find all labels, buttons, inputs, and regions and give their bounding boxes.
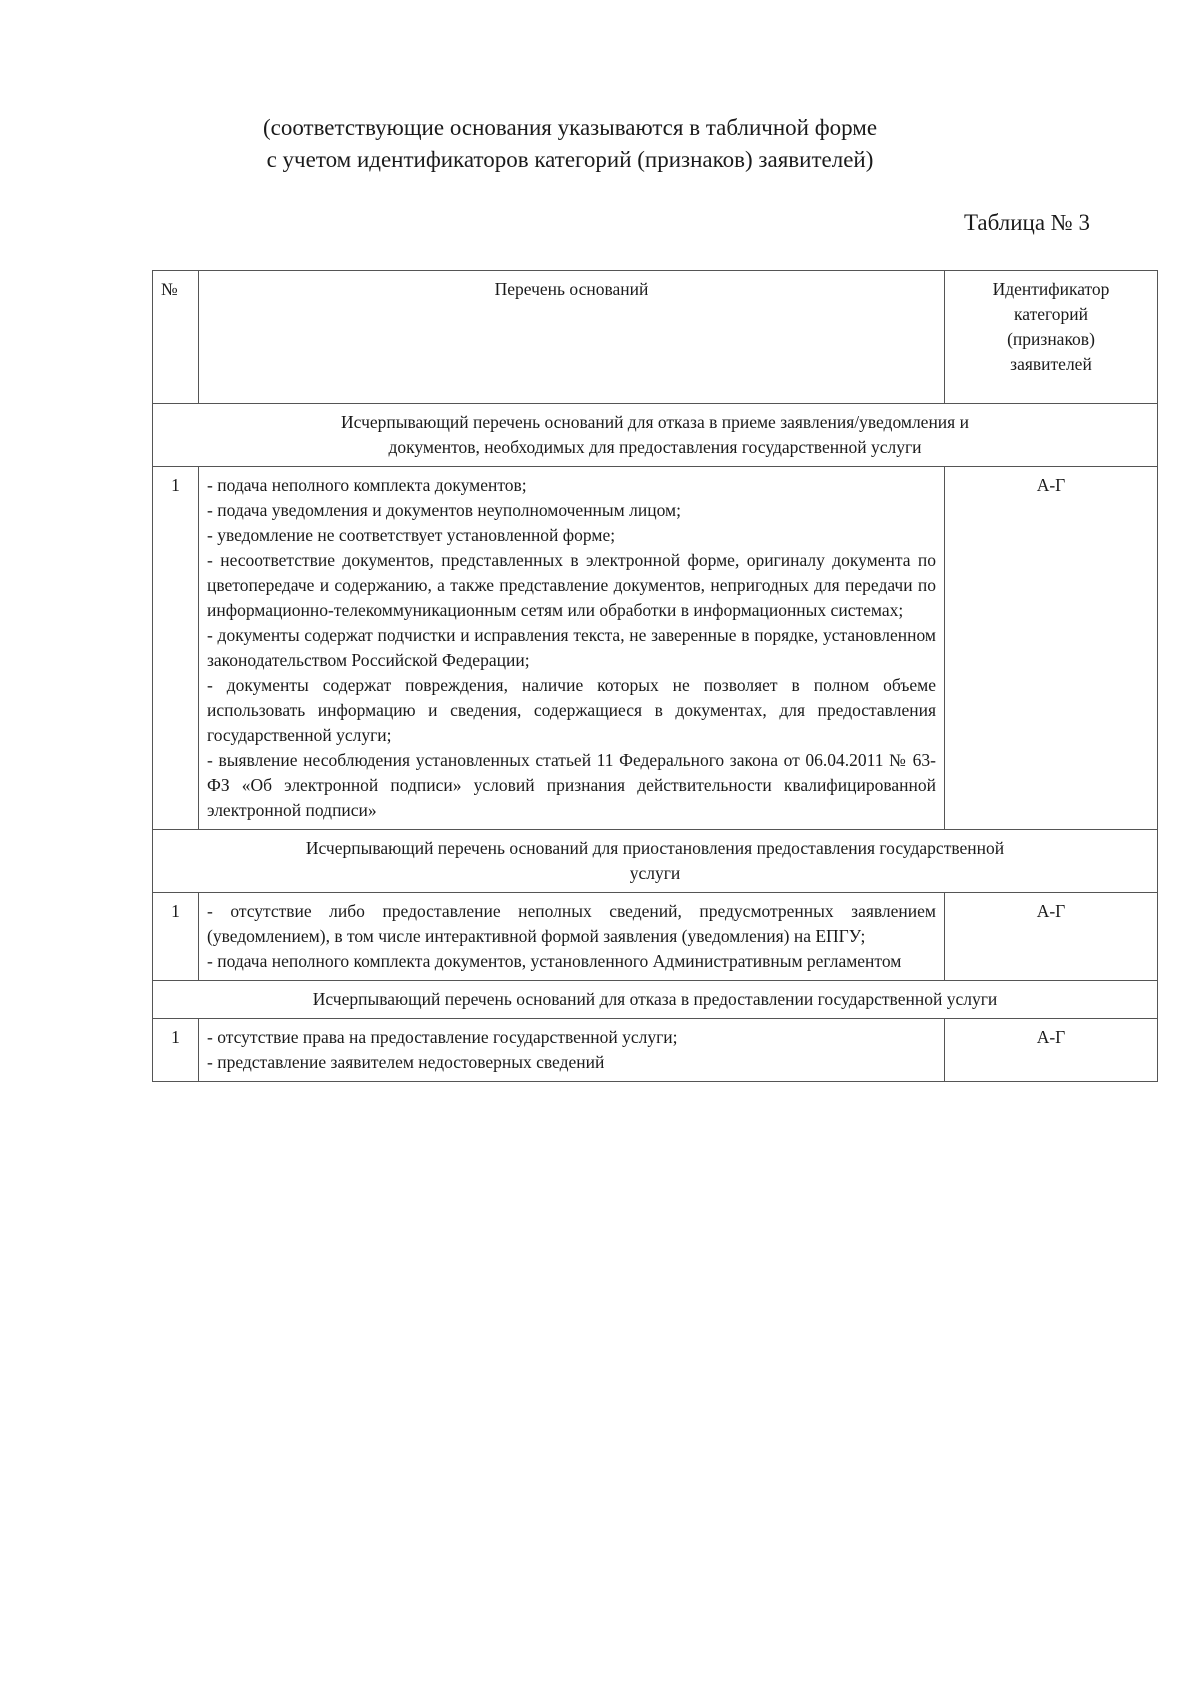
section-title-line: Исчерпывающий перечень оснований для отказа в приеме заявления/уведомления и	[341, 412, 969, 432]
row-number: 1	[153, 893, 199, 981]
grounds-list	[199, 893, 945, 981]
intro-text	[160, 112, 980, 176]
section-title-line: Исчерпывающий перечень оснований для отказа в предоставлении государственной услуги	[312, 989, 998, 1009]
table-caption: Таблица № 3	[963, 210, 1090, 235]
ground-item: - представление заявителем недостоверных сведений	[207, 1052, 605, 1072]
ground-item: - отсутствие либо предоставление неполных сведений, предусмотренных заявлением (уведомлением), в том числе интерактивной формой заявления (уведомления) на ЕПГУ;	[207, 901, 936, 946]
header-id-line: (признаков)	[1007, 329, 1095, 349]
ground-item: - подача неполного комплекта документов, установленного Административным регламентом	[207, 951, 902, 971]
category-id: А-Г	[945, 467, 1158, 830]
table-header-row	[153, 271, 1158, 404]
grounds-list	[199, 1019, 945, 1082]
section-title-line: Исчерпывающий перечень оснований для приостановления предоставления государственной	[305, 838, 1005, 858]
section-title-row	[153, 981, 1158, 1019]
ground-item: - уведомление не соответствует установленной форме;	[207, 525, 616, 545]
ground-item: - подача неполного комплекта документов;	[207, 475, 527, 495]
section-title-line: документов, необходимых для предоставления государственной услуги	[388, 437, 922, 457]
header-id-line: категорий	[1014, 304, 1088, 324]
section-title	[153, 981, 1158, 1019]
header-id-line: Идентификатор	[992, 279, 1110, 299]
ground-item: - выявление несоблюдения установленных статьей 11 Федерального закона от 06.04.2011 № 63-ФЗ «Об электронной подписи» условий признания действительности квалифицированной электронной подписи»	[207, 750, 936, 820]
ground-item: - документы содержат повреждения, наличие которых не позволяет в полном объеме использовать информацию и сведения, содержащиеся в документах, для предоставления государственной услуги;	[207, 675, 936, 745]
ground-item: - документы содержат подчистки и исправления текста, не заверенные в порядке, установленном законодательством Российской Федерации;	[207, 625, 936, 670]
header-id	[945, 271, 1158, 404]
grounds-list	[199, 467, 945, 830]
header-num: №	[153, 271, 199, 404]
ground-item: - подача уведомления и документов неуполномоченным лицом;	[207, 500, 681, 520]
section-title-row	[153, 404, 1158, 467]
ground-item: - отсутствие права на предоставление государственной услуги;	[207, 1027, 678, 1047]
table-row	[153, 1019, 1158, 1082]
intro-line-2: с учетом идентификаторов категорий (признаков) заявителей)	[266, 147, 874, 172]
grounds-table	[152, 270, 1158, 1082]
header-list: Перечень оснований	[199, 271, 945, 404]
ground-item: - несоответствие документов, представленных в электронной форме, оригиналу документа по цветопередаче и содержанию, а также представление документов, непригодных для передачи по информационно-телекоммуникационным сетям или обработки в информационных системах;	[207, 550, 936, 620]
header-id-line: заявителей	[1010, 354, 1092, 374]
intro-line-1: (соответствующие основания указываются в табличной форме	[262, 115, 878, 140]
row-number: 1	[153, 1019, 199, 1082]
category-id: А-Г	[945, 1019, 1158, 1082]
table-row	[153, 467, 1158, 830]
section-title-line: услуги	[629, 863, 681, 883]
row-number: 1	[153, 467, 199, 830]
section-title-row	[153, 830, 1158, 893]
category-id: А-Г	[945, 893, 1158, 981]
section-title	[153, 830, 1158, 893]
section-title	[153, 404, 1158, 467]
table-row	[153, 893, 1158, 981]
